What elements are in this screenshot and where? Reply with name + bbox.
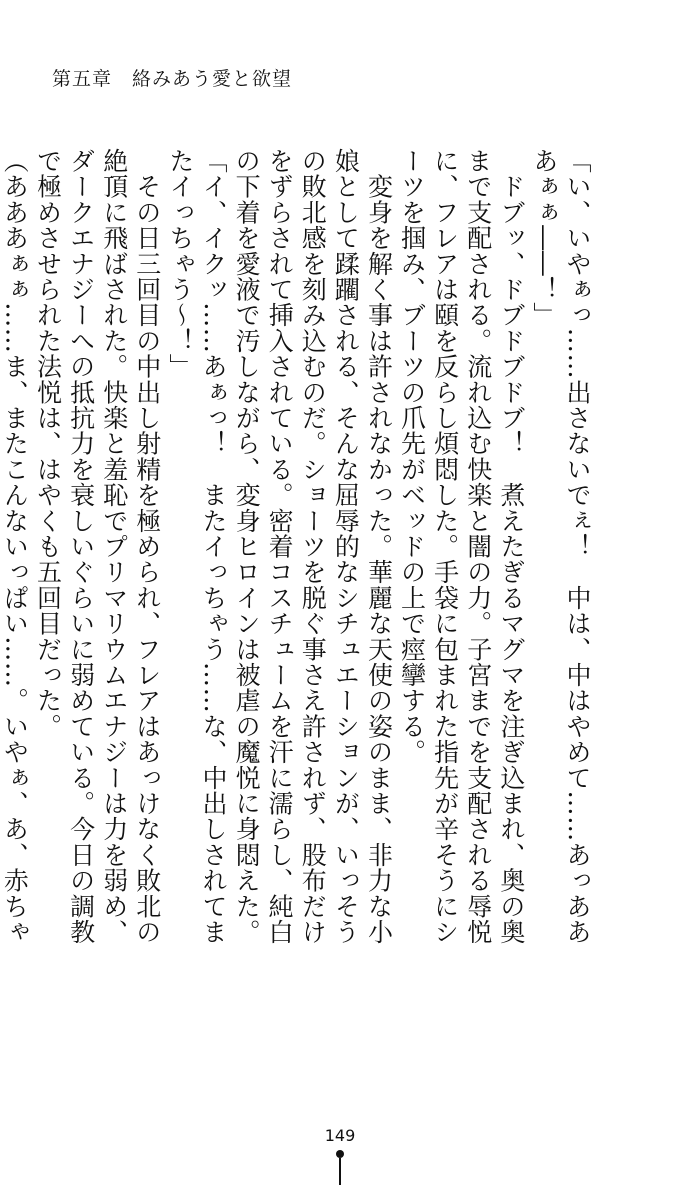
paragraph: （あああぁぁ……ま、またこんないっぱい……。いやぁ、あ、赤ちゃ xyxy=(0,148,30,945)
folio-stem xyxy=(339,1158,341,1185)
paragraph: 変身を解く事は許されなかった。華麗な天使の姿のまま、非力な小娘として蹂躙される、そんな屈辱的なシチュエーションが、いっそうの敗北感を刻み込むのだ。ショーツを脱ぐ事さえ許されず、股布だけをずらされて挿入されている。密着コスチュームを汗に濡らし、純白の下着を愛液で汚しながら、変身ヒロインは被虐の魔悦に身悶えた。 xyxy=(232,148,394,945)
chapter-number: 第五章 xyxy=(52,68,113,90)
paragraph: その日三回目の中出し射精を極められ、フレアはあっけなく敗北の絶頂に飛ばされた。快楽と羞恥でプリマリウムエナジーは力を弱め、ダークエナジーへの抵抗力を衰しいぐらいに弱めている。今日の調教で極めさせられた法悦は、はやくも五回目だった。 xyxy=(33,148,162,945)
vertical-body-text xyxy=(0,148,594,948)
chapter-title: 絡みあう愛と欲望 xyxy=(132,68,293,90)
running-head xyxy=(52,64,292,91)
paragraph: ドブッ、ドブドブドブ！ 煮えたぎるマグマを注ぎ込まれ、奥の奥まで支配される。流れ込む快楽と闇の力。子宮までを支配される辱悦に、フレアは頤を反らし煩悶した。手袋に包まれた指先が辛そうにシーツを掴み、ブーツの爪先がベッドの上で痙攣する。 xyxy=(397,148,526,945)
page-number: 149 xyxy=(324,1126,356,1145)
paragraph: 「い、いやぁっ……出さないでぇ！ 中は、中はやめて……あっあああぁぁ――！」 xyxy=(529,148,592,945)
folio-dot xyxy=(336,1150,344,1158)
paragraph: 「イ、イクッ……あぁっ！ またイっちゃう……な、中出しされてまたイっちゃう～！」 xyxy=(165,148,228,945)
folio-ornament-icon xyxy=(337,1150,343,1185)
